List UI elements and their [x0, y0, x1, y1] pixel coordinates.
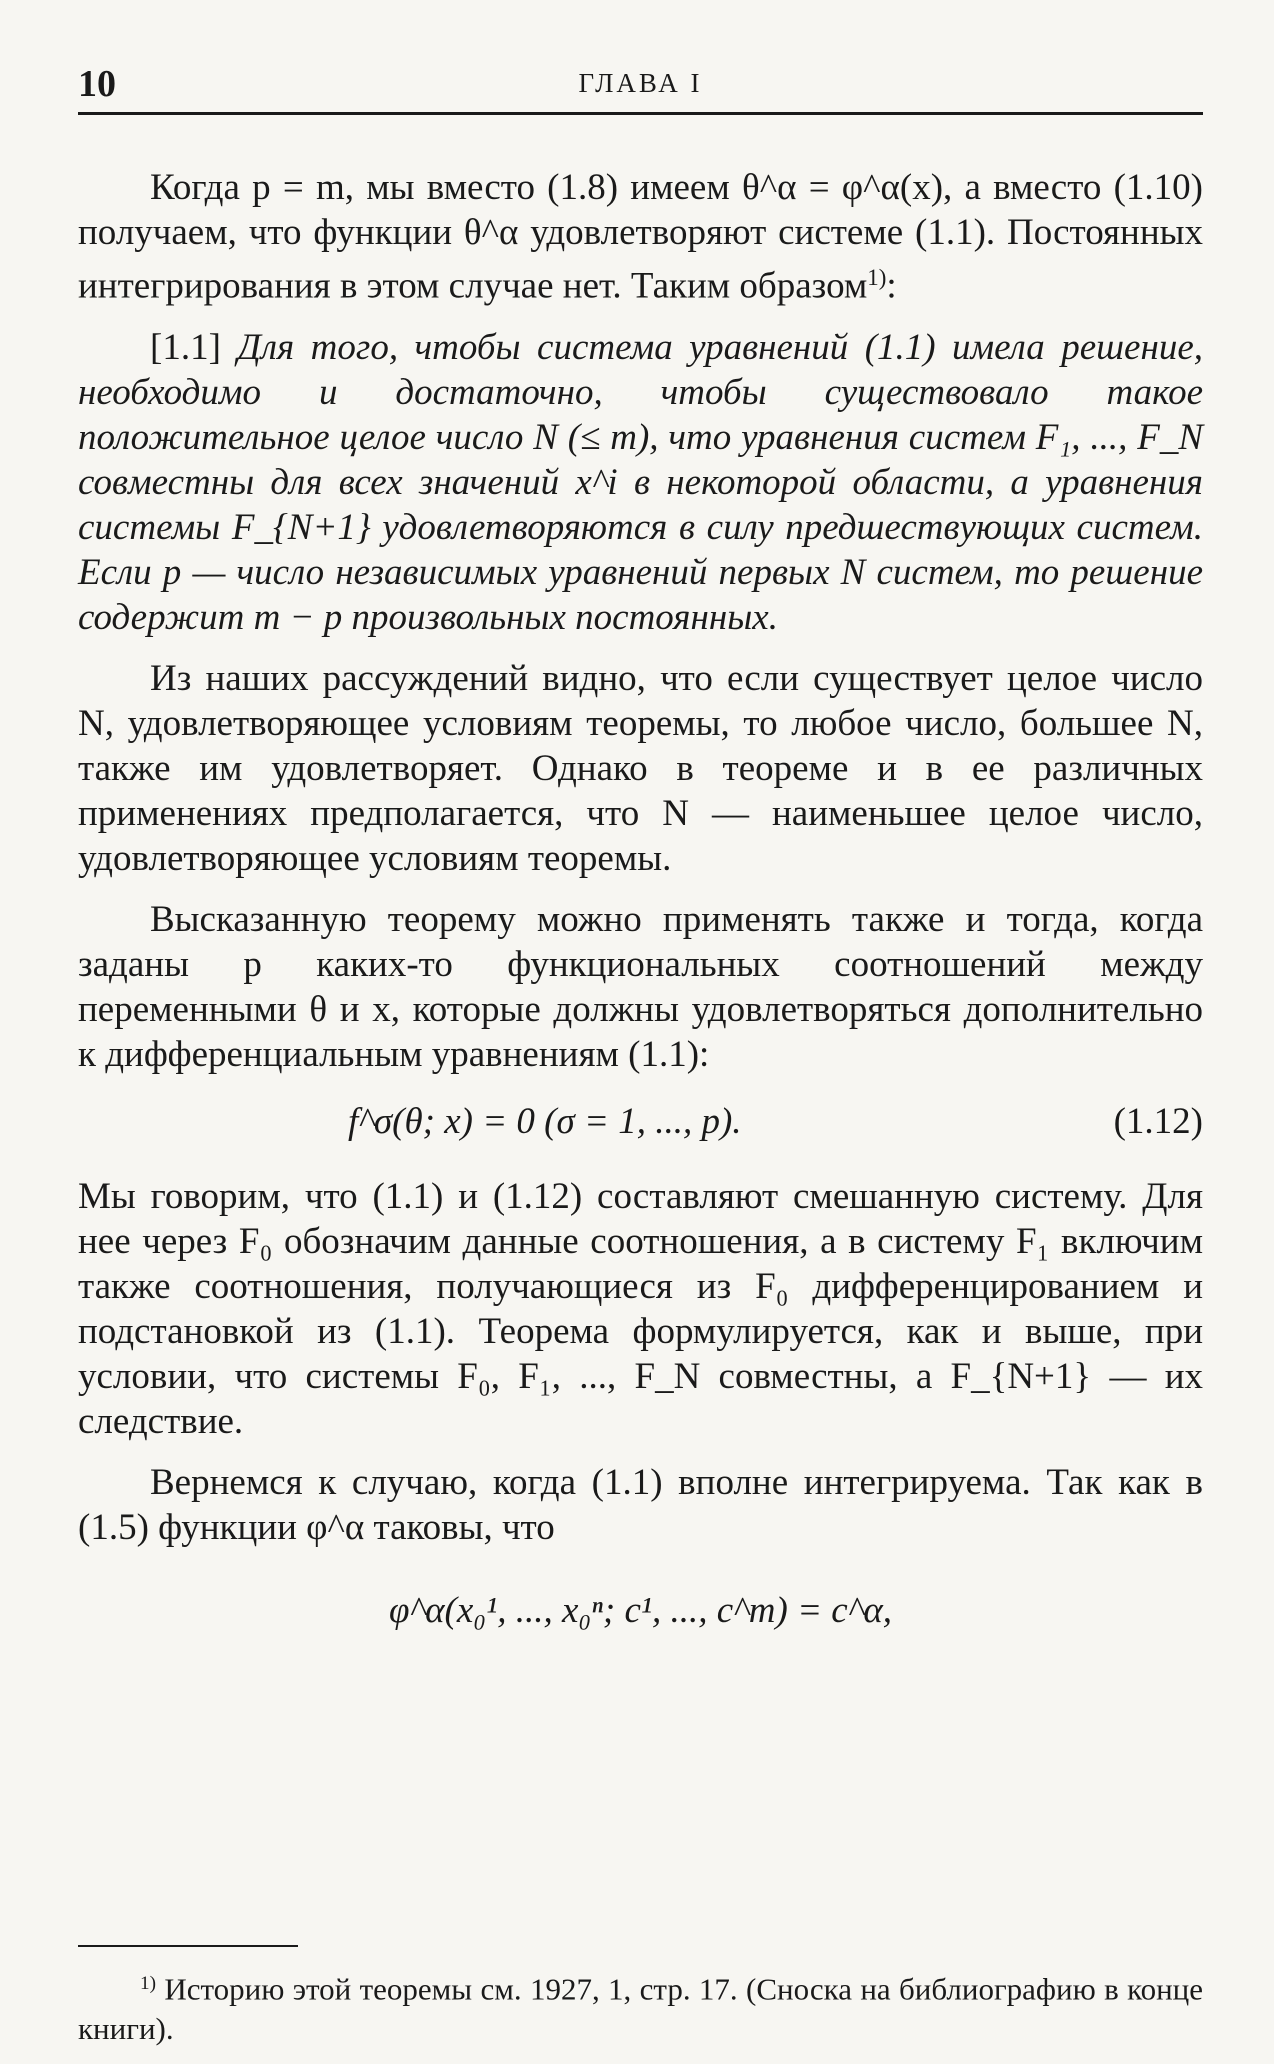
- footnote-text: Историю этой теоремы см. 1927, 1, стр. 17. (Сноска на библиографию в конце книги).: [78, 1971, 1204, 2046]
- paragraph-1: Когда p = m, мы вместо (1.8) имеем θ^α = φ^α(x), а вместо (1.10) получаем, что функции θ^α удовлетворяют системе (1.1). Постоянных интегрирования в этом случае нет. Таким образом$^{1)}$:: [78, 167, 1203, 307]
- chapter-title: ГЛАВА I: [578, 68, 703, 98]
- footnote: [78, 1964, 1203, 2048]
- main-text: [78, 165, 1203, 1633]
- page-number: 10: [78, 63, 116, 105]
- theorem-text: Для того, чтобы система уравнений (1.1) имела решение, необходимо и достаточно, чтобы существовало такое положительное целое число N (≤ m), что уравнения систем F₁, ..., F_N совместны для всех значений x^i в некоторой области, а уравнения системы F_{N+1} удовлетворяются в силу предшествующих систем. Если p — число независимых уравнений первых N систем, то решение содержит m − p произвольных постоянных.: [78, 326, 1204, 638]
- footnote-divider: [78, 1945, 298, 1947]
- theorem-1-1: [78, 325, 1203, 640]
- equation-1-12-expression: f^σ(θ; x) = 0 (σ = 1, ..., p).: [348, 1100, 742, 1142]
- footnote-mark: 1): [140, 1973, 156, 1994]
- equation-1-12: [78, 1099, 1203, 1144]
- paragraph-3: Высказанную теорему можно применять также и тогда, когда заданы p каких-то функциональных соотношений между переменными θ и x, которые должны удовлетворяться дополнительно к дифференциальным уравнениям (1.1):: [78, 898, 1203, 1075]
- paragraph-2: Из наших рассуждений видно, что если существует целое число N, удовлетворяющее условиям теоремы, то любое число, большее N, также им удовлетворяет. Однако в теореме и в ее различных применениях предполагается, что N — наименьшее целое число, удовлетворяющее условиям теоремы.: [78, 657, 1203, 879]
- running-header: [78, 62, 1203, 115]
- footnote-reference: 1): [867, 265, 887, 290]
- equation-final: φ^α(x₀¹, ..., x₀ⁿ; c¹, ..., c^m) = c^α,: [389, 1589, 892, 1631]
- equation-1-12-number: (1.12): [1113, 1100, 1203, 1142]
- paragraph-5: Вернемся к случаю, когда (1.1) вполне интегрируема. Так как в (1.5) функции φ^α таковы, что: [78, 1461, 1203, 1548]
- paragraph-4: Мы говорим, что (1.1) и (1.12) составляют смешанную систему. Для нее через F₀ обозначим данные соотношения, а в систему F₁ включим также соотношения, получающиеся из F₀ дифференцированием и подстановкой из (1.1). Теорема формулируется, как и выше, при условии, что системы F₀, F₁, ..., F_N совместны, а F_{N+1} — их следствие.: [78, 1175, 1203, 1442]
- theorem-label: [1.1]: [150, 326, 221, 368]
